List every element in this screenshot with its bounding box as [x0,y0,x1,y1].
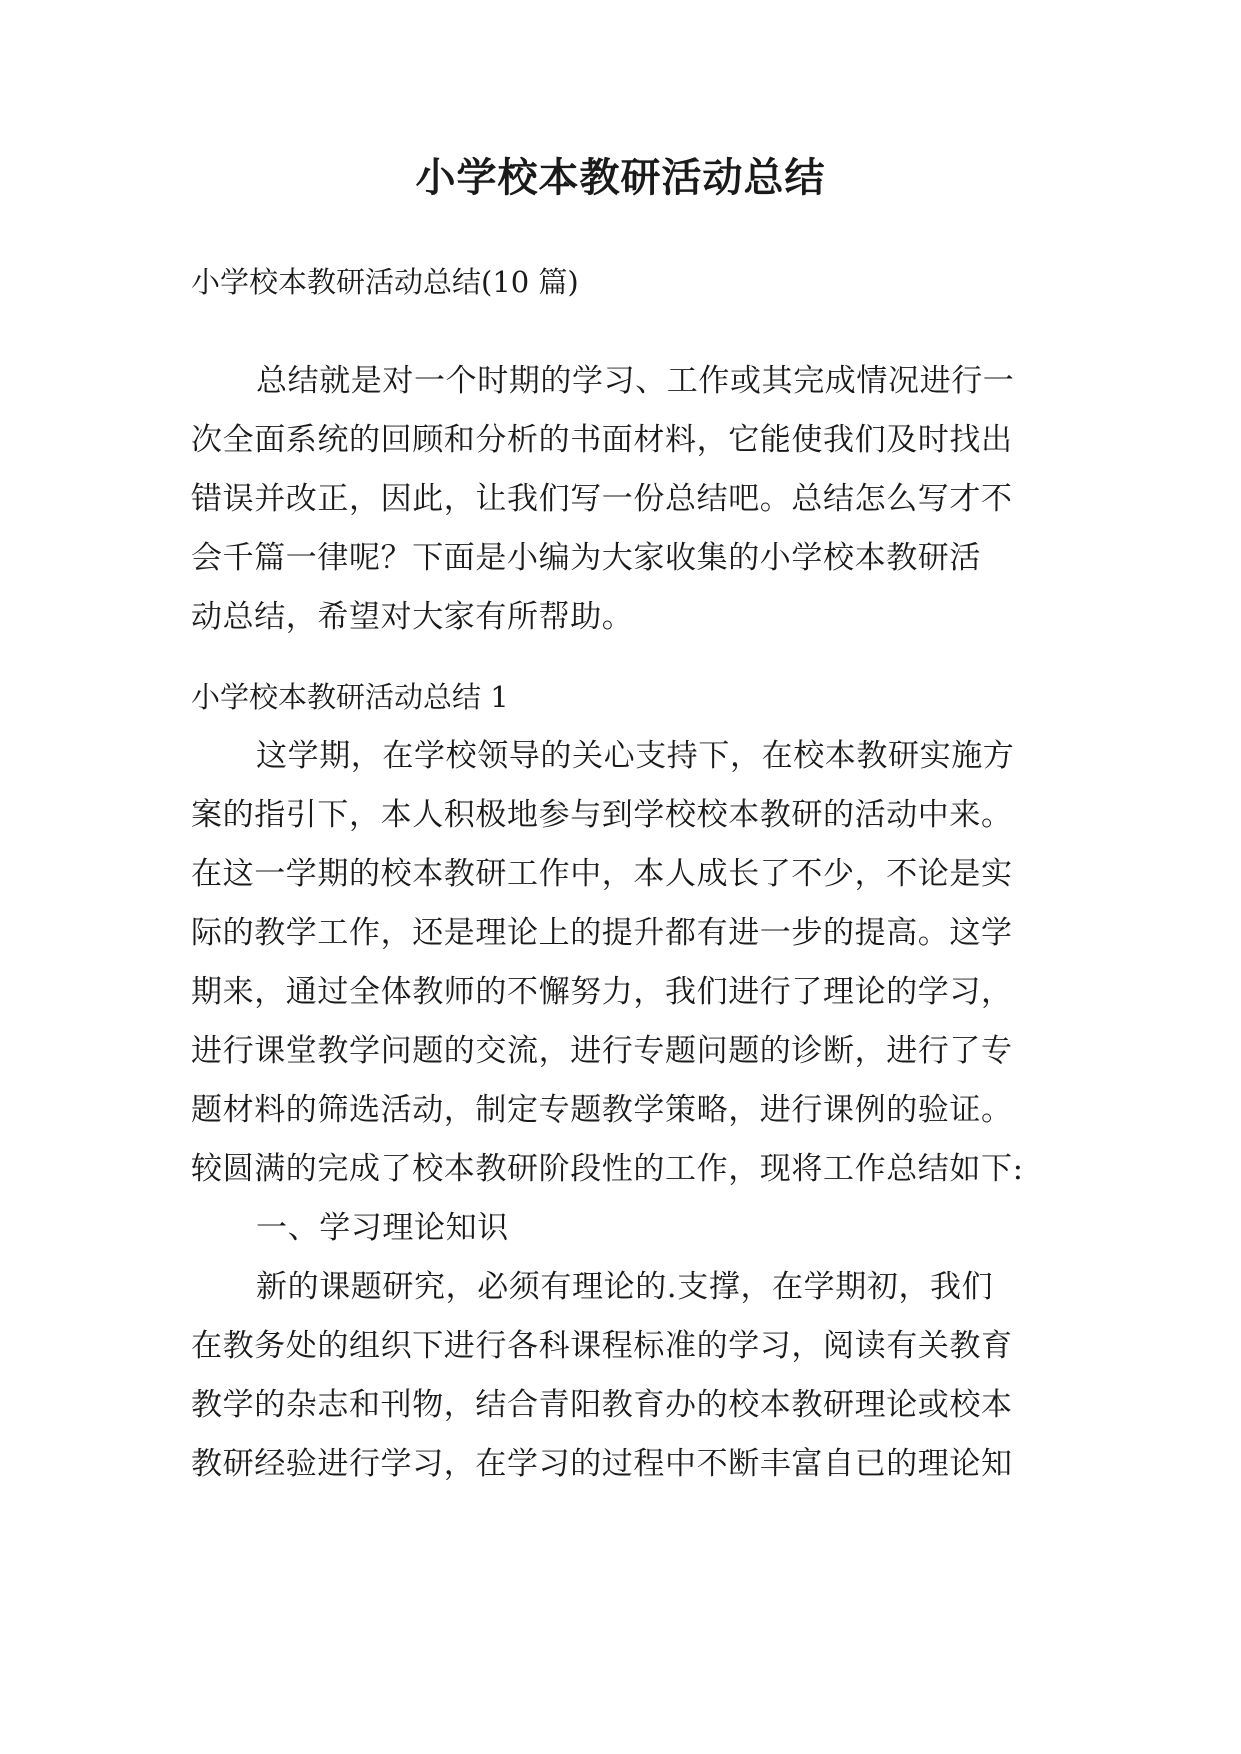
document-title: 小学校本教研活动总结 [415,154,826,201]
section-1 [191,668,1061,1494]
intro-line: 动总结，希望对大家有所帮助。 [191,599,634,635]
subsection-1-line: 在教务处的组织下进行各科课程标准的学习，阅读有关教育 [191,1328,1013,1364]
section-1-line: 这学期，在学校领导的关心支持下，在校本教研实施方 [256,738,1015,774]
section-1-line: 题材料的筛选活动，制定专题教学策略，进行课例的验证。 [191,1092,1013,1128]
section-1-line: 较圆满的完成了校本教研阶段性的工作，现将工作总结如下: [191,1151,1024,1187]
intro-line: 总结就是对一个时期的学习、工作或其完成情况进行一 [256,363,1015,399]
section-1-heading: 小学校本教研活动总结 1 [191,680,509,714]
subsection-1-heading: 一、学习理论知识 [256,1210,509,1246]
intro-line: 错误并改正，因此，让我们写一份总结吧。总结怎么写才不 [191,481,1013,517]
section-1-line: 际的教学工作，还是理论上的提升都有进一步的提高。这学 [191,915,1013,951]
subsection-1-line: 教研经验进行学习，在学习的过程中不断丰富自已的理论知 [191,1446,1013,1482]
section-1-line: 在这一学期的校本教研工作中，本人成长了不少，不论是实 [191,856,1013,892]
subsection-1-line: 教学的杂志和刊物，结合青阳教育办的校本教研理论或校本 [191,1387,1013,1423]
intro-line: 次全面系统的回顾和分析的书面材料，它能使我们及时找出 [191,422,1013,458]
section-1-line: 案的指引下，本人积极地参与到学校校本教研的活动中来。 [191,797,1013,833]
document-subtitle: 小学校本教研活动总结(10 篇) [191,265,579,299]
intro-line: 会千篇一律呢？下面是小编为大家收集的小学校本教研活 [191,540,981,576]
intro-paragraph [191,352,1061,647]
section-1-line: 进行课堂教学问题的交流，进行专题问题的诊断，进行了专 [191,1033,1013,1069]
subsection-1-line: 新的课题研究，必须有理论的.支撑，在学期初，我们 [256,1269,994,1305]
section-1-line: 期来，通过全体教师的不懈努力，我们进行了理论的学习， [191,974,1013,1010]
